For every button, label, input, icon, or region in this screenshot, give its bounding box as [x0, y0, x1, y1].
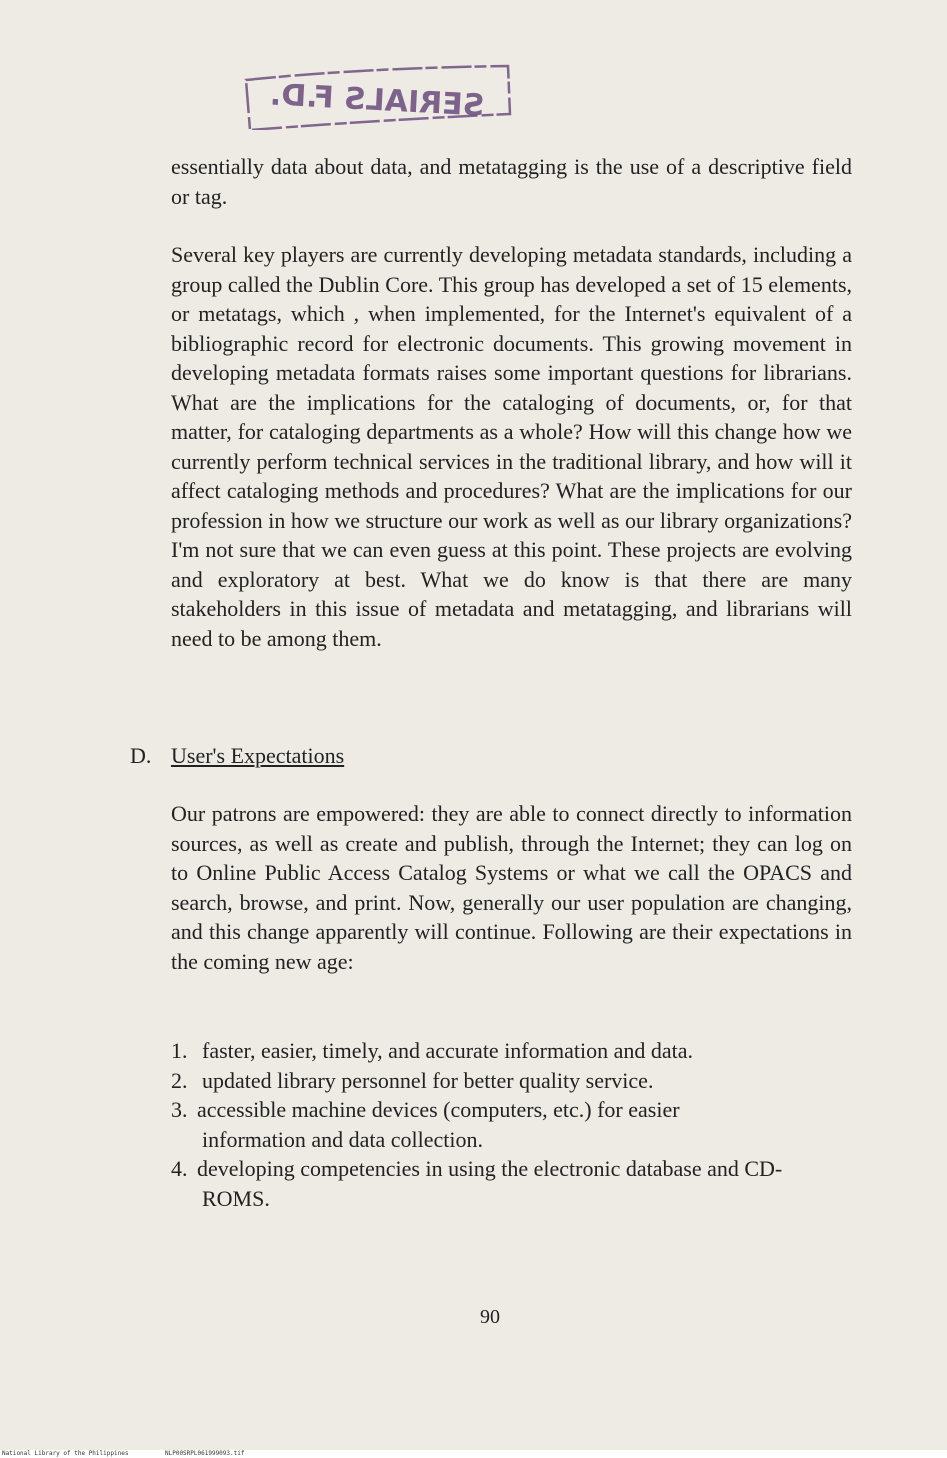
footer-filename: NLP00SRPL061999093.tif [165, 1450, 245, 1457]
list-item-number: 2. [171, 1067, 188, 1093]
svg-text:SERIALS F.D.: SERIALS F.D. [269, 77, 486, 124]
list-item [171, 1095, 861, 1154]
list-item [171, 1066, 861, 1096]
scan-footer [0, 1450, 947, 1458]
section-title: User's Expectations [171, 743, 345, 768]
list-item-continuation: information and data collection. [202, 1126, 484, 1152]
section-heading [130, 741, 344, 770]
paragraph-metadata-standards: Several key players are currently developing metadata standards, including a group called the Dublin Core. This group has developed a set of 15 elements, or metatags, which , when implemented, for the Internet's equivalent of a bibliographic record for electronic documents. This growing movement in developing metadata formats raises some important questions for librarians. What are the implications for the cataloging of documents, or, for that matter, for cataloging departments as a whole? How will this change how we currently perform technical services in the traditional library, and how will it affect cataloging methods and procedures? What are the implications for our profession in how we structure our work as well as our library organizations? I'm not sure that we can even guess at this point. These projects are evolving and exploratory at best. What we do know is that there are many stakeholders in this issue of metadata and metatagging, and librarians will need to be among them. [171, 242, 852, 651]
serials-fd-stamp [240, 62, 514, 130]
section-letter: D. [130, 743, 152, 768]
paragraph-patrons: Our patrons are empowered: they are able to connect directly to information sources, as well as create and publish, through the Internet; they can log on to Online Public Access Catalog Systems or what we call the OPACS and search, browse, and print. Now, generally our user population are changing, and this change apparently will continue. Following are their expectations in the coming new age: [171, 801, 852, 974]
list-item-continuation: ROMS. [202, 1185, 270, 1211]
footer-library: National Library of the Philippines [2, 1450, 129, 1457]
list-item-number: 3. [171, 1097, 188, 1122]
list-item [171, 1036, 861, 1066]
stamp-image [240, 62, 514, 130]
list-item-text: developing competencies in using the electronic database and CD- [197, 1156, 783, 1181]
page-number: 90 [480, 1306, 500, 1328]
list-item-text: accessible machine devices (computers, etc.) for easier [197, 1097, 680, 1122]
expectations-list [171, 1036, 861, 1213]
paragraph-metadata-definition: essentially data about data, and metatagging is the use of a descriptive field or tag. [171, 154, 852, 209]
list-item-text: faster, easier, timely, and accurate information and data. [202, 1038, 693, 1063]
list-item-number: 4. [171, 1156, 188, 1181]
list-item-text: updated library personnel for better quality service. [202, 1067, 654, 1093]
list-item [171, 1154, 861, 1213]
list-item-number: 1. [171, 1038, 188, 1063]
